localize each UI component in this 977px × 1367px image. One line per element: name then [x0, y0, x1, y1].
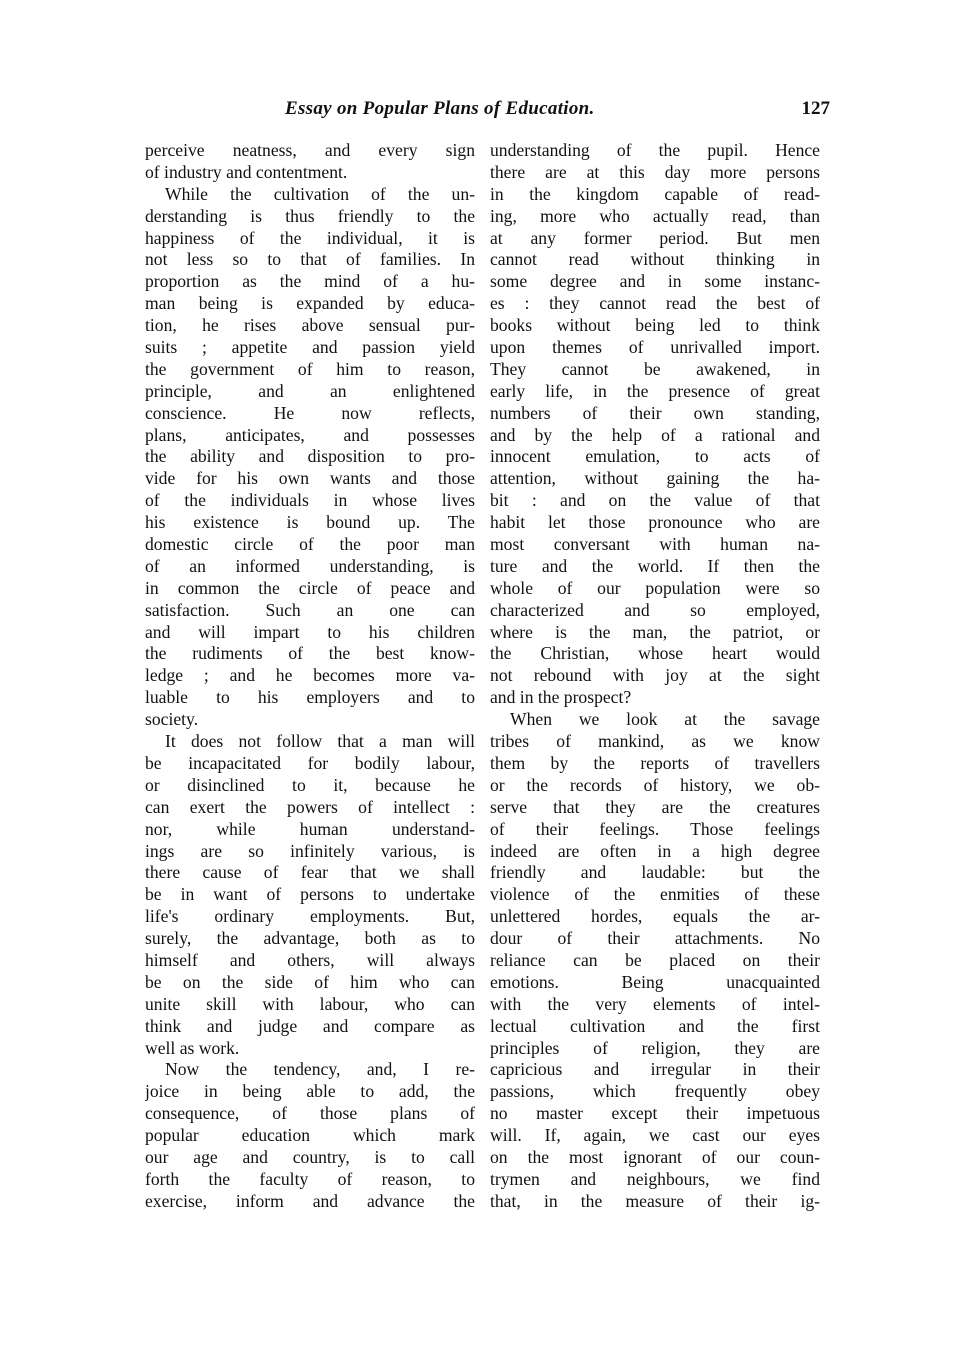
text-line: his existence is bound up. The — [145, 512, 475, 533]
text-line: and by the help of a rational and — [490, 424, 820, 445]
text-line: be incapacitated for bodily labour, — [145, 752, 475, 773]
text-line: of the individuals in whose lives — [145, 490, 475, 511]
text-line: not rebound with joy at the sight — [490, 665, 820, 686]
text-line: characterized and so employed, — [490, 599, 820, 620]
text-line: society. — [145, 709, 199, 730]
text-line: or disinclined to it, because he — [145, 774, 475, 795]
running-title: Essay on Popular Plans of Education. — [285, 98, 595, 119]
text-line: the ability and disposition to pro- — [145, 446, 475, 467]
text-line: ture and the world. If then the — [490, 555, 820, 576]
text-line: the Christian, whose heart would — [490, 643, 820, 664]
text-line: ing, more who actually read, than — [490, 205, 820, 226]
text-line: early life, in the presence of great — [490, 380, 820, 401]
text-line: of an informed understanding, is — [145, 555, 475, 576]
text-line: not less so to that of families. In — [145, 249, 475, 270]
text-line: passions, which frequently obey — [490, 1081, 820, 1102]
text-line: ings are so infinitely various, is — [145, 840, 475, 861]
text-line: whole of our population were so — [490, 577, 820, 598]
text-line: They cannot be awakened, in — [490, 358, 820, 379]
text-line: on the most ignorant of our coun- — [490, 1146, 820, 1167]
text-line: proportion as the mind of a hu- — [145, 271, 475, 292]
text-line: the rudiments of the best know- — [145, 643, 475, 664]
text-line: and will impart to his children — [145, 621, 475, 642]
text-line: perceive neatness, and every sign — [145, 140, 475, 160]
text-line: indeed are often in a high degree — [490, 840, 820, 861]
text-line: principles of religion, they are — [490, 1037, 820, 1058]
text-line: can exert the powers of intellect : — [145, 796, 475, 817]
text-line: dour of their attachments. No — [490, 928, 820, 949]
text-line: of their feelings. Those feelings — [490, 818, 820, 839]
text-line: serve that they are the creatures — [490, 796, 820, 817]
text-line: es : they cannot read the best of — [490, 293, 820, 314]
text-line: numbers of their own standing, — [490, 402, 820, 423]
text-line: or the records of history, we ob- — [490, 774, 820, 795]
text-line: books without being led to think — [490, 315, 820, 336]
text-line: in the kingdom capable of read- — [490, 183, 820, 204]
page-number: 127 — [801, 98, 830, 119]
text-line: the government of him to reason, — [145, 358, 475, 379]
text-line: habit let those pronounce who are — [490, 512, 820, 533]
text-line: friendly and laudable: but the — [490, 862, 820, 883]
text-line: be in want of persons to undertake — [145, 884, 475, 905]
text-line: nor, while human understand- — [145, 818, 475, 839]
text-line: ledge ; and he becomes more va- — [145, 665, 475, 686]
text-line: capricious and irregular in their — [490, 1059, 820, 1080]
text-line: suits ; appetite and passion yield — [145, 337, 475, 358]
text-line: attention, without gaining the ha- — [490, 468, 820, 489]
text-line: plans, anticipates, and possesses — [145, 424, 475, 445]
text-line: our age and country, is to call — [145, 1146, 475, 1167]
text-line: man being is expanded by educa- — [145, 293, 475, 314]
text-line: at any former period. But men — [490, 227, 820, 248]
text-line: derstanding is thus friendly to the — [145, 205, 475, 226]
text-line: most conversant with human na- — [490, 534, 820, 555]
text-line: popular education which mark — [145, 1125, 475, 1146]
text-line: in common the circle of peace and — [145, 577, 475, 598]
text-line: While the cultivation of the un- — [165, 183, 475, 204]
text-line: them by the reports of travellers — [490, 752, 820, 773]
text-line: think and judge and compare as — [145, 1015, 475, 1036]
text-line: understanding of the pupil. Hence — [490, 140, 820, 160]
text-line: lectual cultivation and the first — [490, 1015, 820, 1036]
text-line: trymen and neighbours, we find — [490, 1168, 820, 1189]
text-line: well as work. — [145, 1037, 240, 1058]
text-line: conscience. He now reflects, — [145, 402, 475, 423]
text-line: domestic circle of the poor man — [145, 534, 475, 555]
right-text-column — [490, 140, 820, 1213]
text-line: be on the side of him who can — [145, 971, 475, 992]
text-line: violence of the enmities of these — [490, 884, 820, 905]
left-text-column — [145, 140, 475, 1213]
text-line: principle, and an enlightened — [145, 380, 475, 401]
text-line: consequence, of those plans of — [145, 1103, 475, 1124]
text-line: forth the faculty of reason, to — [145, 1168, 475, 1189]
text-line: unlettered hordes, equals the ar- — [490, 906, 820, 927]
text-line: cannot read without thinking in — [490, 249, 820, 270]
text-line: no master except their impetuous — [490, 1103, 820, 1124]
text-line: life's ordinary employments. But, — [145, 906, 475, 927]
text-line: emotions. Being unacquainted — [490, 971, 820, 992]
text-line: tion, he rises above sensual pur- — [145, 315, 475, 336]
text-line: satisfaction. Such an one can — [145, 599, 475, 620]
text-line: of industry and contentment. — [145, 161, 348, 182]
text-line: unite skill with labour, who can — [145, 993, 475, 1014]
text-line: happiness of the individual, it is — [145, 227, 475, 248]
text-line: exercise, inform and advance the — [145, 1190, 475, 1211]
text-line: upon themes of unrivalled import. — [490, 337, 820, 358]
text-line: that, in the measure of their ig- — [490, 1190, 820, 1211]
text-line: tribes of mankind, as we know — [490, 731, 820, 752]
text-line: with the very elements of intel- — [490, 993, 820, 1014]
text-line: bit : and on the value of that — [490, 490, 820, 511]
text-line: himself and others, will always — [145, 949, 475, 970]
text-line: When we look at the savage — [510, 709, 820, 730]
text-line: reliance can be placed on their — [490, 949, 820, 970]
text-line: vide for his own wants and those — [145, 468, 475, 489]
text-line: innocent emulation, to acts of — [490, 446, 820, 467]
text-line: where is the man, the patriot, or — [490, 621, 820, 642]
text-line: surely, the advantage, both as to — [145, 928, 475, 949]
text-line: Now the tendency, and, I re- — [165, 1059, 475, 1080]
text-line: there cause of fear that we shall — [145, 862, 475, 883]
text-line: some degree and in some instanc- — [490, 271, 820, 292]
running-head — [150, 98, 830, 126]
text-line: joice in being able to add, the — [145, 1081, 475, 1102]
text-line: It does not follow that a man will — [165, 731, 475, 752]
text-line: will. If, again, we cast our eyes — [490, 1125, 820, 1146]
text-line: and in the prospect? — [490, 687, 632, 708]
text-line: luable to his employers and to — [145, 687, 475, 708]
text-line: there are at this day more persons — [490, 161, 820, 182]
